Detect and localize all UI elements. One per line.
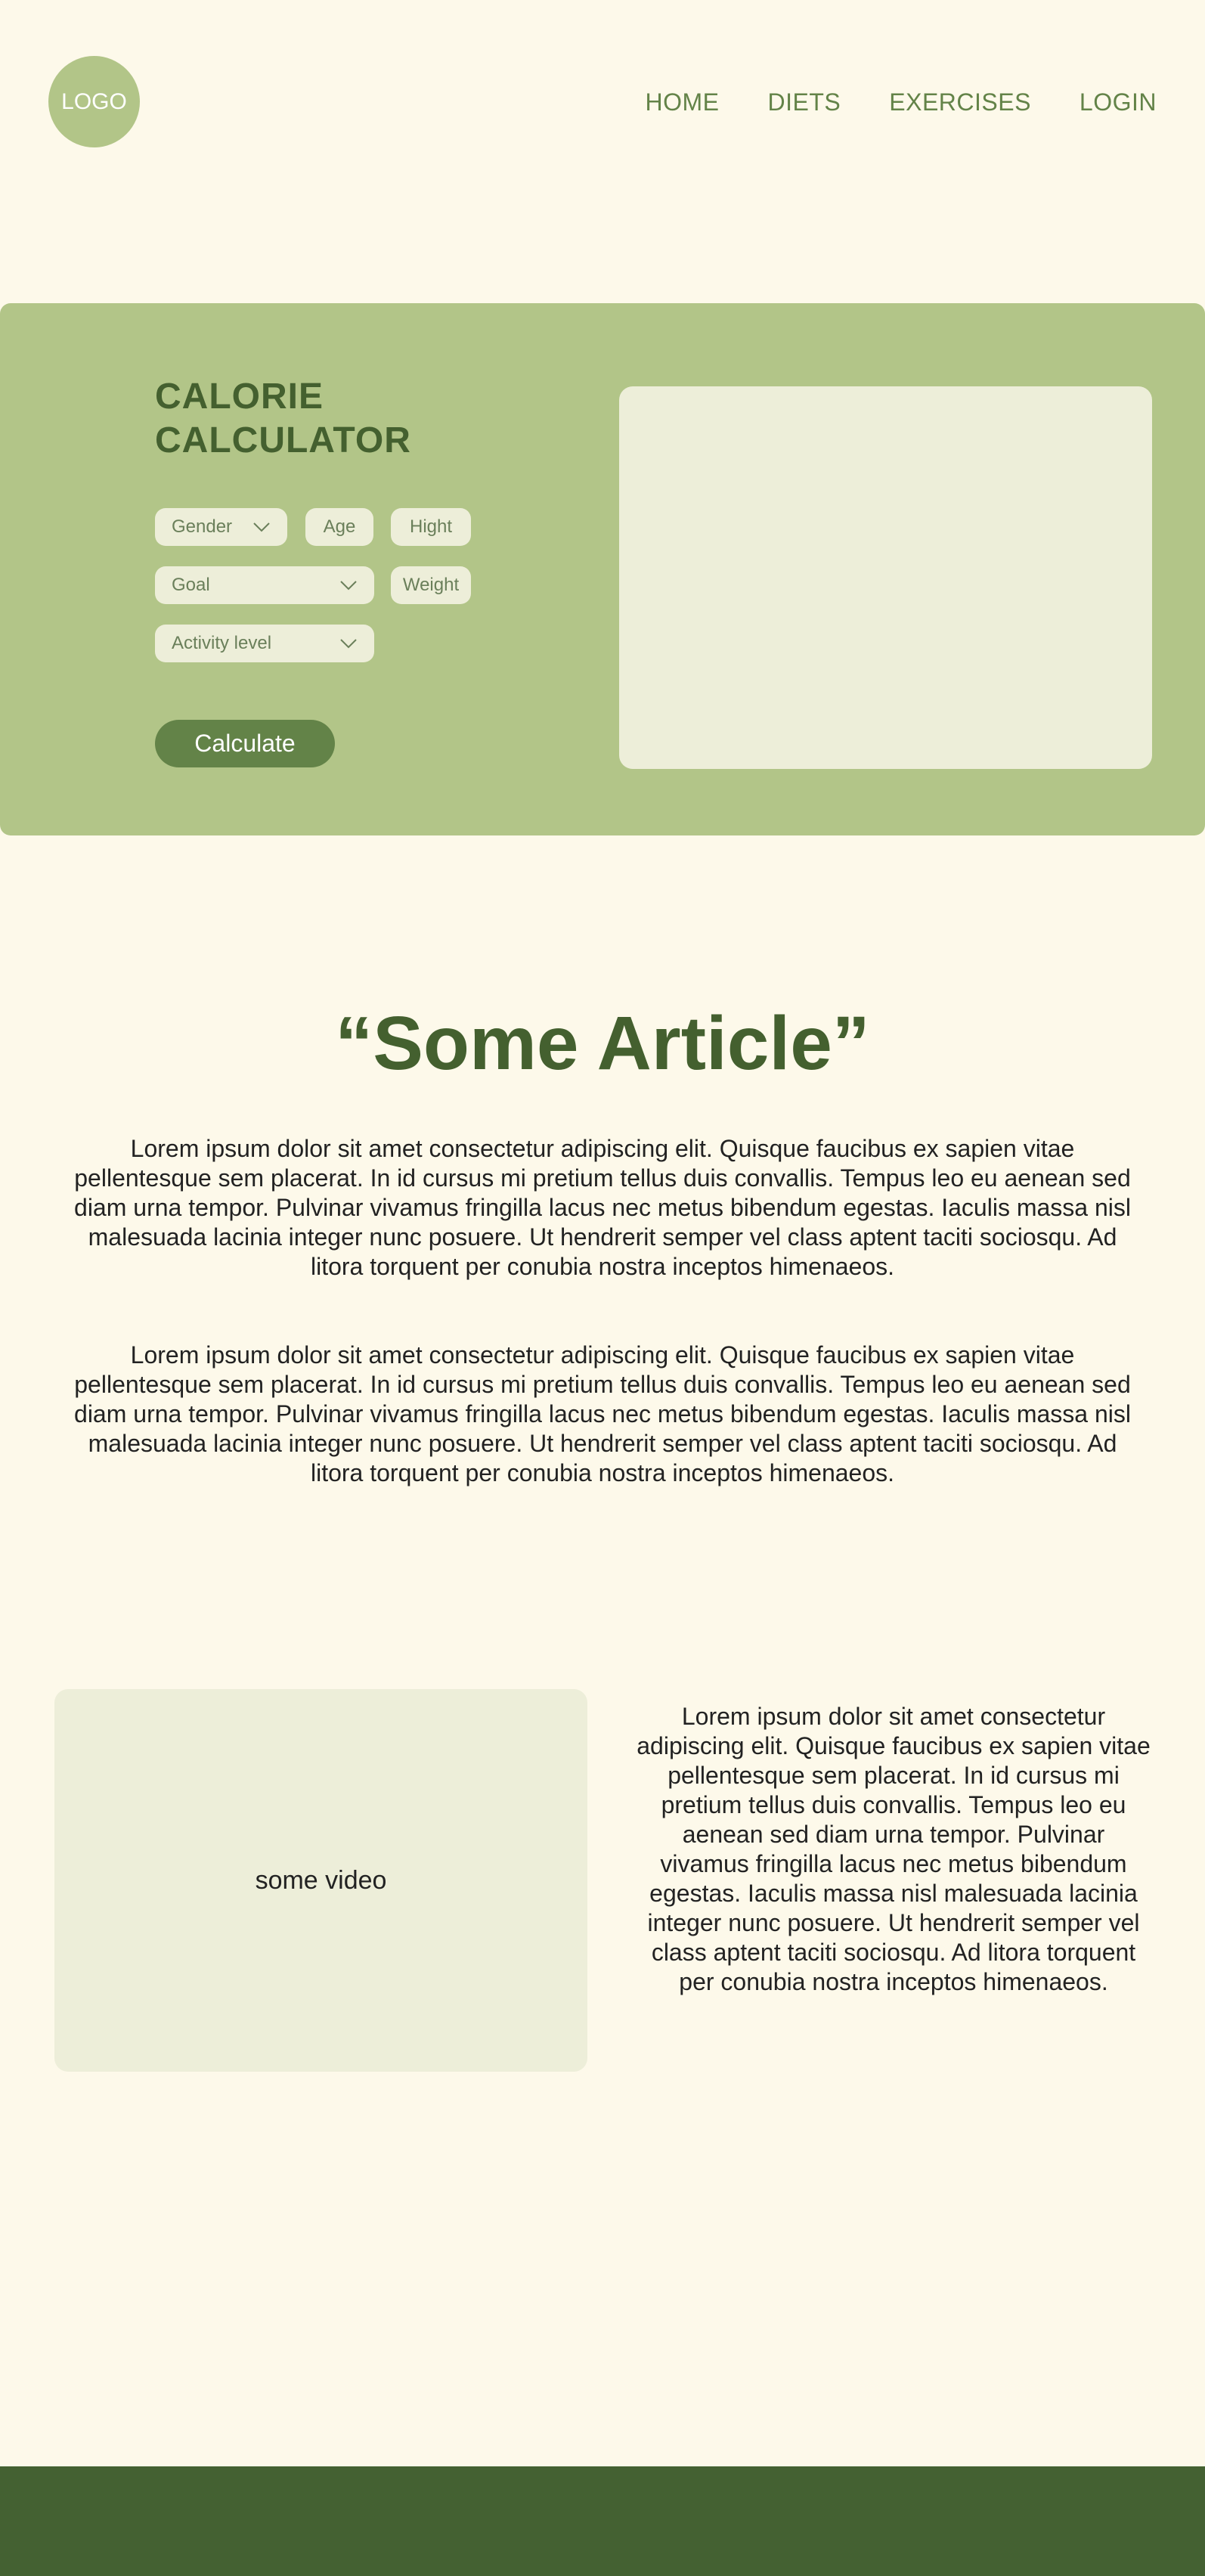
activity-level-label: Activity level [172, 633, 272, 653]
article-title: “Some Article” [335, 1001, 870, 1086]
gender-label: Gender [172, 516, 233, 537]
age-label: Age [323, 516, 356, 537]
chevron-down-icon [252, 522, 271, 532]
weight-label: Weight [402, 575, 460, 595]
height-label: Hight [409, 516, 453, 537]
chevron-down-icon [339, 580, 358, 591]
calculator-title [155, 375, 411, 463]
video-player[interactable] [54, 1689, 587, 2072]
site-footer [0, 2466, 1205, 2576]
goal-select[interactable] [155, 566, 374, 604]
nav-login[interactable]: LOGIN [1079, 88, 1157, 116]
activity-level-select[interactable] [155, 625, 374, 662]
goal-label: Goal [172, 575, 210, 595]
article-paragraph-2: Lorem ipsum dolor sit amet consectetur adipiscing elit. Quisque faucibus ex sapien vitae pellentesque sem placerat. In id cursus mi pretium tellus duis convallis. Tempus leo eu aenean sed diam urna tempor. Pulvinar vivamus fringilla lacus nec metus bibendum egestas. Iaculis massa nisl malesuada lacinia integer nunc posuere. Ut hendrerit semper vel class aptent taciti sociosqu. Ad litora torquent per conubia nostra inceptos himenaeos. [74, 1341, 1131, 1486]
nav-exercises[interactable]: EXERCISES [889, 88, 1031, 116]
calculate-button[interactable]: Calculate [155, 720, 335, 767]
age-input[interactable] [305, 508, 373, 546]
chevron-down-icon [339, 638, 358, 649]
article-paragraph-1: Lorem ipsum dolor sit amet consectetur adipiscing elit. Quisque faucibus ex sapien vitae pellentesque sem placerat. In id cursus mi pretium tellus duis convallis. Tempus leo eu aenean sed diam urna tempor. Pulvinar vivamus fringilla lacus nec metus bibendum egestas. Iaculis massa nisl malesuada lacinia integer nunc posuere. Ut hendrerit semper vel class aptent taciti sociosqu. Ad litora torquent per conubia nostra inceptos himenaeos. [74, 1135, 1131, 1280]
video-description: Lorem ipsum dolor sit amet consectetur adipiscing elit. Quisque faucibus ex sapien vitae pellentesque sem placerat. In id cursus mi pretium tellus duis convallis. Tempus leo eu aenean sed diam urna tempor. Pulvinar vivamus fringilla lacus nec metus bibendum egestas. Iaculis massa nisl malesuada lacinia integer nunc posuere. Ut hendrerit semper vel class aptent taciti sociosqu. Ad litora torquent per conubia nostra inceptos himenaeos. [637, 1703, 1151, 1995]
calculator-title-line1: CALORIE [155, 377, 324, 417]
nav-home[interactable]: HOME [645, 88, 720, 116]
nav-diets[interactable]: DIETS [767, 88, 841, 116]
logo[interactable]: LOGO [48, 56, 140, 147]
calculator-title-line2: CALCULATOR [155, 420, 411, 460]
weight-input[interactable] [391, 566, 471, 604]
height-input[interactable] [391, 508, 471, 546]
gender-select[interactable] [155, 508, 287, 546]
main-nav [646, 86, 1157, 118]
calculator-result-panel [619, 386, 1152, 769]
calorie-calculator-section [0, 303, 1205, 835]
video-label: some video [255, 1865, 387, 1895]
